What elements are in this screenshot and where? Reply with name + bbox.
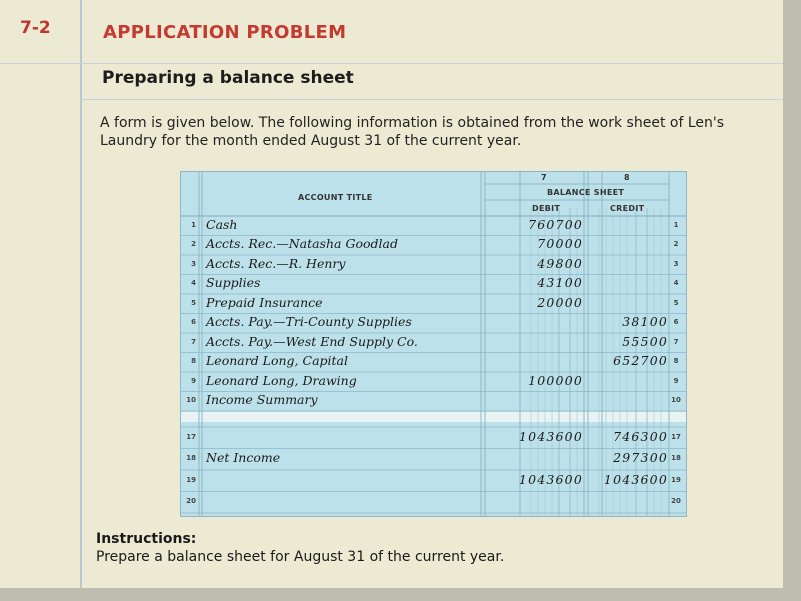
line-number: 19 (186, 475, 196, 484)
line-number-right: 5 (673, 298, 679, 307)
balance-sheet-header: BALANCE SHEET (547, 188, 625, 197)
debit-header: DEBIT (532, 204, 561, 213)
line-number: 2 (191, 240, 196, 249)
line-number-right: 10 (671, 396, 681, 405)
line-number-right: 17 (671, 432, 681, 441)
problem-type-heading: APPLICATION PROBLEM (103, 22, 347, 43)
line-number: 7 (191, 337, 196, 346)
line-number-right: 9 (673, 376, 679, 385)
instructions-text: Prepare a balance sheet for August 31 of the current year. (96, 549, 505, 565)
column-number-7: 7 (541, 173, 547, 182)
debit-amount: 70000 (537, 236, 583, 252)
account-title: Accts. Rec.—Natasha Goodlad (206, 236, 398, 252)
account-title: Prepaid Insurance (206, 294, 323, 310)
instructions-label: Instructions: (96, 531, 197, 547)
line-number: 10 (186, 396, 196, 405)
line-number-right: 19 (671, 475, 681, 484)
intro-paragraph: A form is given below. The following information is obtained from the work sheet of Len's Laundry for the month ended August 31 of the current year. (100, 115, 725, 149)
credit-amount: 297300 (613, 450, 668, 466)
line-number: 20 (186, 497, 196, 506)
line-number: 8 (191, 357, 196, 366)
debit-amount: 100000 (528, 372, 583, 388)
account-title-header: ACCOUNT TITLE (298, 193, 373, 202)
line-number: 4 (191, 279, 196, 288)
line-number-right: 4 (673, 279, 679, 288)
account-title: Cash (206, 216, 238, 232)
debit-amount: 20000 (537, 294, 583, 310)
account-title: Accts. Pay.—Tri-County Supplies (206, 314, 412, 330)
debit-amount: 1043600 (518, 428, 583, 444)
line-number: 3 (191, 259, 196, 268)
credit-header: CREDIT (610, 204, 645, 213)
line-number-right: 2 (673, 240, 679, 249)
line-number-right: 3 (673, 259, 679, 268)
problem-title: Preparing a balance sheet (102, 68, 354, 88)
debit-amount: 1043600 (518, 471, 583, 487)
account-title: Leonard Long, Capital (206, 353, 348, 369)
debit-amount: 760700 (528, 216, 583, 232)
debit-amount: 43100 (537, 275, 583, 291)
credit-amount: 1043600 (603, 471, 668, 487)
header-divider (0, 63, 783, 64)
line-number: 6 (191, 318, 196, 327)
line-number: 17 (186, 432, 196, 441)
problem-number-column (0, 0, 82, 588)
line-number-right: 18 (671, 454, 681, 463)
line-number-right: 20 (671, 497, 681, 506)
line-number: 18 (186, 454, 196, 463)
line-number: 5 (191, 298, 196, 307)
account-title: Income Summary (206, 392, 318, 408)
line-number: 9 (191, 376, 196, 385)
account-title: Accts. Rec.—R. Henry (206, 255, 346, 271)
work-sheet-form (180, 171, 687, 517)
credit-amount: 652700 (613, 353, 668, 369)
account-title: Leonard Long, Drawing (206, 372, 357, 388)
title-divider (80, 99, 783, 100)
credit-amount: 746300 (613, 428, 668, 444)
problem-number: 7-2 (20, 18, 51, 38)
line-number-right: 7 (673, 337, 679, 346)
account-title: Supplies (206, 275, 261, 291)
column-number-8: 8 (624, 173, 630, 182)
line-number-right: 8 (673, 357, 679, 366)
line-number-right: 1 (673, 220, 679, 229)
debit-amount: 49800 (537, 255, 583, 271)
account-title: Net Income (206, 450, 281, 466)
credit-amount: 38100 (622, 314, 668, 330)
credit-amount: 55500 (622, 333, 668, 349)
line-number: 1 (191, 220, 196, 229)
line-number-right: 6 (673, 318, 679, 327)
account-title: Accts. Pay.—West End Supply Co. (206, 333, 418, 349)
